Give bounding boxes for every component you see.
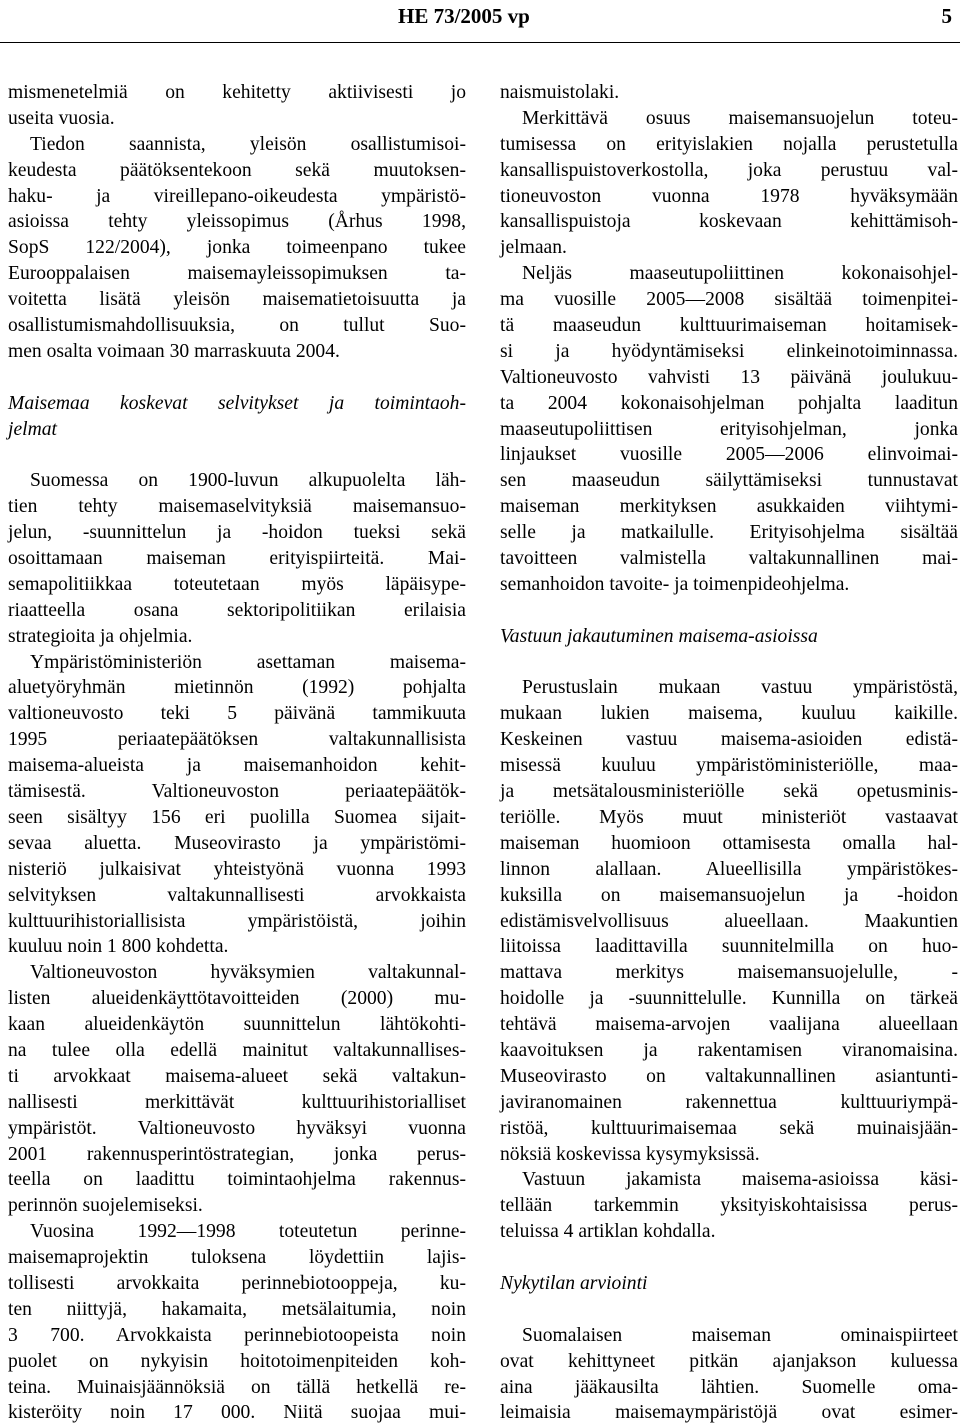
spacer xyxy=(500,650,958,676)
text-line: teina. Muinaisjäännöksiä on tällä hetkellä re- xyxy=(8,1376,466,1398)
text-line: osoittamaan maiseman erityispiirteitä. Mai- xyxy=(8,548,466,570)
text-line: ympäristöt. Valtioneuvosto hyväksyi vuonna xyxy=(8,1117,466,1139)
section-heading xyxy=(500,624,958,650)
text-line: teriölle. Myös muut ministeriöt vastaavat xyxy=(500,806,958,828)
spacer xyxy=(500,598,958,624)
heading-line: Nykytilan arviointi xyxy=(500,1272,648,1294)
text-line: ta 2004 kokonaisohjelman pohjalta laaditun xyxy=(500,392,958,414)
text-line: Eurooppalaisen maisemayleissopimuksen ta- xyxy=(8,263,466,285)
text-line: linnon alallaan. Alueellisilla ympäristökes- xyxy=(500,858,958,880)
text-line: mattava merkitys maisemansuojelulle, - xyxy=(500,962,958,984)
text-line: sen maaseudun säilyttämiseksi tunnustavat xyxy=(500,470,958,492)
text-line: naismuistolaki. xyxy=(500,82,620,103)
text-line: tioneuvoston vuonna 1978 hyväksymään xyxy=(500,185,958,207)
section-heading xyxy=(500,1271,958,1297)
text-line: linjaukset vuosille 2005—2006 elinvoimai- xyxy=(500,444,958,466)
text-line: kisteröity noin 17 000. Niitä suojaa mui- xyxy=(8,1402,466,1424)
text-line: selvityksen valtakunnallisesti arvokkaista xyxy=(8,884,466,906)
spacer xyxy=(500,1245,958,1271)
text-line: Tiedon saannista, yleisön osallistumisoi- xyxy=(30,133,466,155)
text-line: useita vuosia. xyxy=(8,107,115,129)
text-line: edistämisvelvollisuus alueellaan. Maakuntien xyxy=(500,910,958,932)
paragraph xyxy=(8,960,466,1219)
text-line: ristöä, kulttuurimaisemaa sekä muinaisjään- xyxy=(500,1117,958,1139)
text-line: maisema-alueista ja maisemanhoidon kehit- xyxy=(8,755,466,777)
text-line: Museovirasto on valtakunnallinen asiantunti- xyxy=(500,1065,958,1087)
text-line: voitetta lisätä yleisön maisematietoisuutta ja xyxy=(8,289,466,311)
text-line: mismenetelmiä on kehitetty aktiivisesti jo xyxy=(8,82,466,103)
text-line: kuksilla on maisemansuojelun ja -hoidon xyxy=(500,884,958,906)
text-line: ja metsätalousministeriölle sekä opetusminis- xyxy=(500,781,958,803)
text-line: ovat kehittyneet pitkän ajanjakson kuluessa xyxy=(500,1350,958,1372)
text-line: Neljäs maaseutupoliittinen kokonaisohjel- xyxy=(522,263,958,285)
text-line: valtioneuvosto teki 5 päivänä tammikuuta xyxy=(8,703,466,725)
text-line: ten niittyjä, hakamaita, metsälaitumia, noin xyxy=(8,1298,466,1320)
text-line: Merkittävä osuus maisemansuojelun toteu- xyxy=(522,107,958,129)
paragraph xyxy=(500,675,958,1167)
text-line: tien tehty maisemaselvityksiä maisemansuo- xyxy=(8,496,466,518)
text-line: perinnön suojelemiseksi. xyxy=(8,1195,203,1217)
text-line: SopS 122/2004), jonka toimeenpano tukee xyxy=(8,237,466,259)
paragraph xyxy=(8,132,466,365)
text-line: semanhoidon tavoite- ja toimenpideohjelma. xyxy=(500,573,850,595)
text-line: strategioita ja ohjelmia. xyxy=(8,625,193,647)
text-line: kulttuurihistoriallisista ympäristöistä, joihin xyxy=(8,910,466,932)
text-line: si ja hyödyntämiseksi elinkeinotoiminnassa. xyxy=(500,340,958,362)
paragraph xyxy=(500,261,958,598)
text-line: mukaan lukien maisema, kuuluu kaikille. xyxy=(500,703,958,725)
text-line: tämisestä. Valtioneuvoston periaatepäätök- xyxy=(8,781,466,803)
paragraph xyxy=(500,80,958,106)
text-line: maisemaprojektin tuloksena löydettiin lajis- xyxy=(8,1247,466,1269)
text-line: liitoissa laadittavilla suunnitelmilla on huo- xyxy=(500,936,958,958)
text-line: tellään tarkemmin yksityiskohtaisissa perus- xyxy=(500,1195,958,1217)
heading-line: Maisemaa koskevat selvitykset ja toimintaoh- xyxy=(8,392,466,414)
paragraph xyxy=(500,1323,958,1426)
text-line: 3 700. Arvokkaista perinnebiotoopeista noin xyxy=(8,1324,466,1346)
text-line: jelun, -suunnittelun ja -hoidon tueksi sekä xyxy=(8,522,466,544)
spacer xyxy=(500,1297,958,1323)
text-line: Suomessa on 1900-luvun alkupuolelta läh- xyxy=(30,470,466,492)
text-line: 1995 periaatepäätöksen valtakunnallisista xyxy=(8,729,466,751)
text-line: riaatteella osana sektoripolitiikan erilaisia xyxy=(8,599,466,621)
text-line: Suomalaisen maiseman ominaispiirteet xyxy=(522,1324,958,1346)
header-divider xyxy=(0,42,960,43)
text-line: misessä kuuluu ympäristöministeriölle, maa- xyxy=(500,755,958,777)
paragraph xyxy=(500,1167,958,1245)
text-line: Ympäristöministeriön asettaman maisema- xyxy=(30,651,466,673)
text-line: Perustuslain mukaan vastuu ympäristöstä, xyxy=(522,677,958,699)
text-line: tumisessa on erityislakien nojalla perustetulla xyxy=(500,133,958,155)
text-line: osallistumismahdollisuuksia, on tullut Suo- xyxy=(8,315,466,337)
text-line: tavoitteen valmistella valtakunnallinen mai- xyxy=(500,548,958,570)
text-line: hoidolle ja -suunnittelulle. Kunnilla on tärkeä xyxy=(500,988,958,1010)
text-line: kaavoituksen ja rakentamisen viranomaisina. xyxy=(500,1039,958,1061)
text-line: aina jääkausilta lähtien. Suomelle oma- xyxy=(500,1376,958,1398)
paragraph xyxy=(8,1219,466,1426)
page-header xyxy=(0,4,960,30)
section-heading xyxy=(8,391,466,443)
spacer xyxy=(8,365,466,391)
text-line: na tulee olla edellä mainitut valtakunnallises- xyxy=(8,1039,466,1061)
text-line: seen sisältyy 156 eri puolilla Suomea sijait- xyxy=(8,806,466,828)
text-line: ti arvokkaat maisema-alueet sekä valtakun- xyxy=(8,1065,466,1087)
text-line: Valtioneuvosto vahvisti 13 päivänä joulukuu- xyxy=(500,366,958,388)
text-line: puolet on nykyisin hoitotoimenpiteiden koh- xyxy=(8,1350,466,1372)
text-line: kaan alueidenkäytön suunnittelun lähtökohti- xyxy=(8,1014,466,1036)
text-line: listen alueidenkäyttötavoitteiden (2000) mu- xyxy=(8,988,466,1010)
text-line: javiranomainen rakennettua kulttuuriympä- xyxy=(500,1091,958,1113)
paragraph xyxy=(8,468,466,649)
text-line: jelmaan. xyxy=(500,237,567,259)
text-line: kansallispuistoverkostolla, joka perustuu val- xyxy=(500,159,958,181)
paragraph xyxy=(8,80,466,132)
paragraph xyxy=(8,650,466,961)
text-line: tehtävä maisema-arvojen vaalijana alueellaan xyxy=(500,1014,958,1036)
text-line: maiseman huomioon ottamisesta omalla hal- xyxy=(500,832,958,854)
text-line: maaseutupoliittisen erityisohjelman, jonka xyxy=(500,418,958,440)
text-line: selle ja matkailulle. Erityisohjelma sisältää xyxy=(500,522,958,544)
text-line: kansallispuistoja koskevaan kehittämisoh- xyxy=(500,211,958,233)
document-title: HE 73/2005 vp xyxy=(398,4,530,28)
right-column xyxy=(500,80,958,1426)
text-line: nallisesti merkittävät kulttuurihistorialliset xyxy=(8,1091,466,1113)
text-line: tä maaseudun kulttuurimaiseman hoitamisek- xyxy=(500,315,958,337)
heading-line: Vastuun jakautuminen maisema-asioissa xyxy=(500,625,818,647)
page-number: 5 xyxy=(941,4,952,28)
text-line: men osalta voimaan 30 marraskuuta 2004. xyxy=(8,340,340,362)
text-line: maiseman merkityksen asukkaiden viihtymi- xyxy=(500,496,958,518)
text-line: nisteriö julkaisivat yhteistyönä vuonna 1993 xyxy=(8,858,466,880)
text-line: asioissa tehty yleissopimus (Århus 1998, xyxy=(8,211,466,233)
text-line: haku- ja vireillepano-oikeudesta ympäristö- xyxy=(8,185,466,207)
text-line: tollisesti arvokkaita perinnebiotooppeja, ku- xyxy=(8,1272,466,1294)
text-line: keudesta päätöksentekoon sekä muutoksen- xyxy=(8,159,466,181)
heading-line: jelmat xyxy=(8,418,57,440)
text-line: leimaisia maisemaympäristöjä ovat esimer- xyxy=(500,1402,958,1424)
text-line: Valtioneuvoston hyväksymien valtakunnal- xyxy=(30,962,466,984)
text-line: aluetyöryhmän mietinnön (1992) pohjalta xyxy=(8,677,466,699)
text-line: ma vuosille 2005—2008 sisältää toimenpitei- xyxy=(500,289,958,311)
text-line: kuuluu noin 1 800 kohdetta. xyxy=(8,936,229,958)
text-line: 2001 rakennusperintöstrategian, jonka perus- xyxy=(8,1143,466,1165)
text-line: teluissa 4 artiklan kohdalla. xyxy=(500,1221,716,1243)
paragraph xyxy=(500,106,958,261)
text-line: semapolitiikkaa toteutetaan myös läpäisype- xyxy=(8,573,466,595)
text-line: sevaa aluetta. Museovirasto ja ympäristömi- xyxy=(8,832,466,854)
text-line: Vuosina 1992—1998 toteutetun perinne- xyxy=(30,1221,466,1243)
text-line: teella on laadittu toimintaohjelma rakennus- xyxy=(8,1169,466,1191)
text-line: nöksiä koskevissa kysymyksissä. xyxy=(500,1143,760,1165)
text-line: Vastuun jakamista maisema-asioissa käsi- xyxy=(522,1169,958,1191)
left-column xyxy=(8,80,466,1426)
text-line: Keskeinen vastuu maisema-asioiden edistä- xyxy=(500,729,958,751)
spacer xyxy=(8,442,466,468)
